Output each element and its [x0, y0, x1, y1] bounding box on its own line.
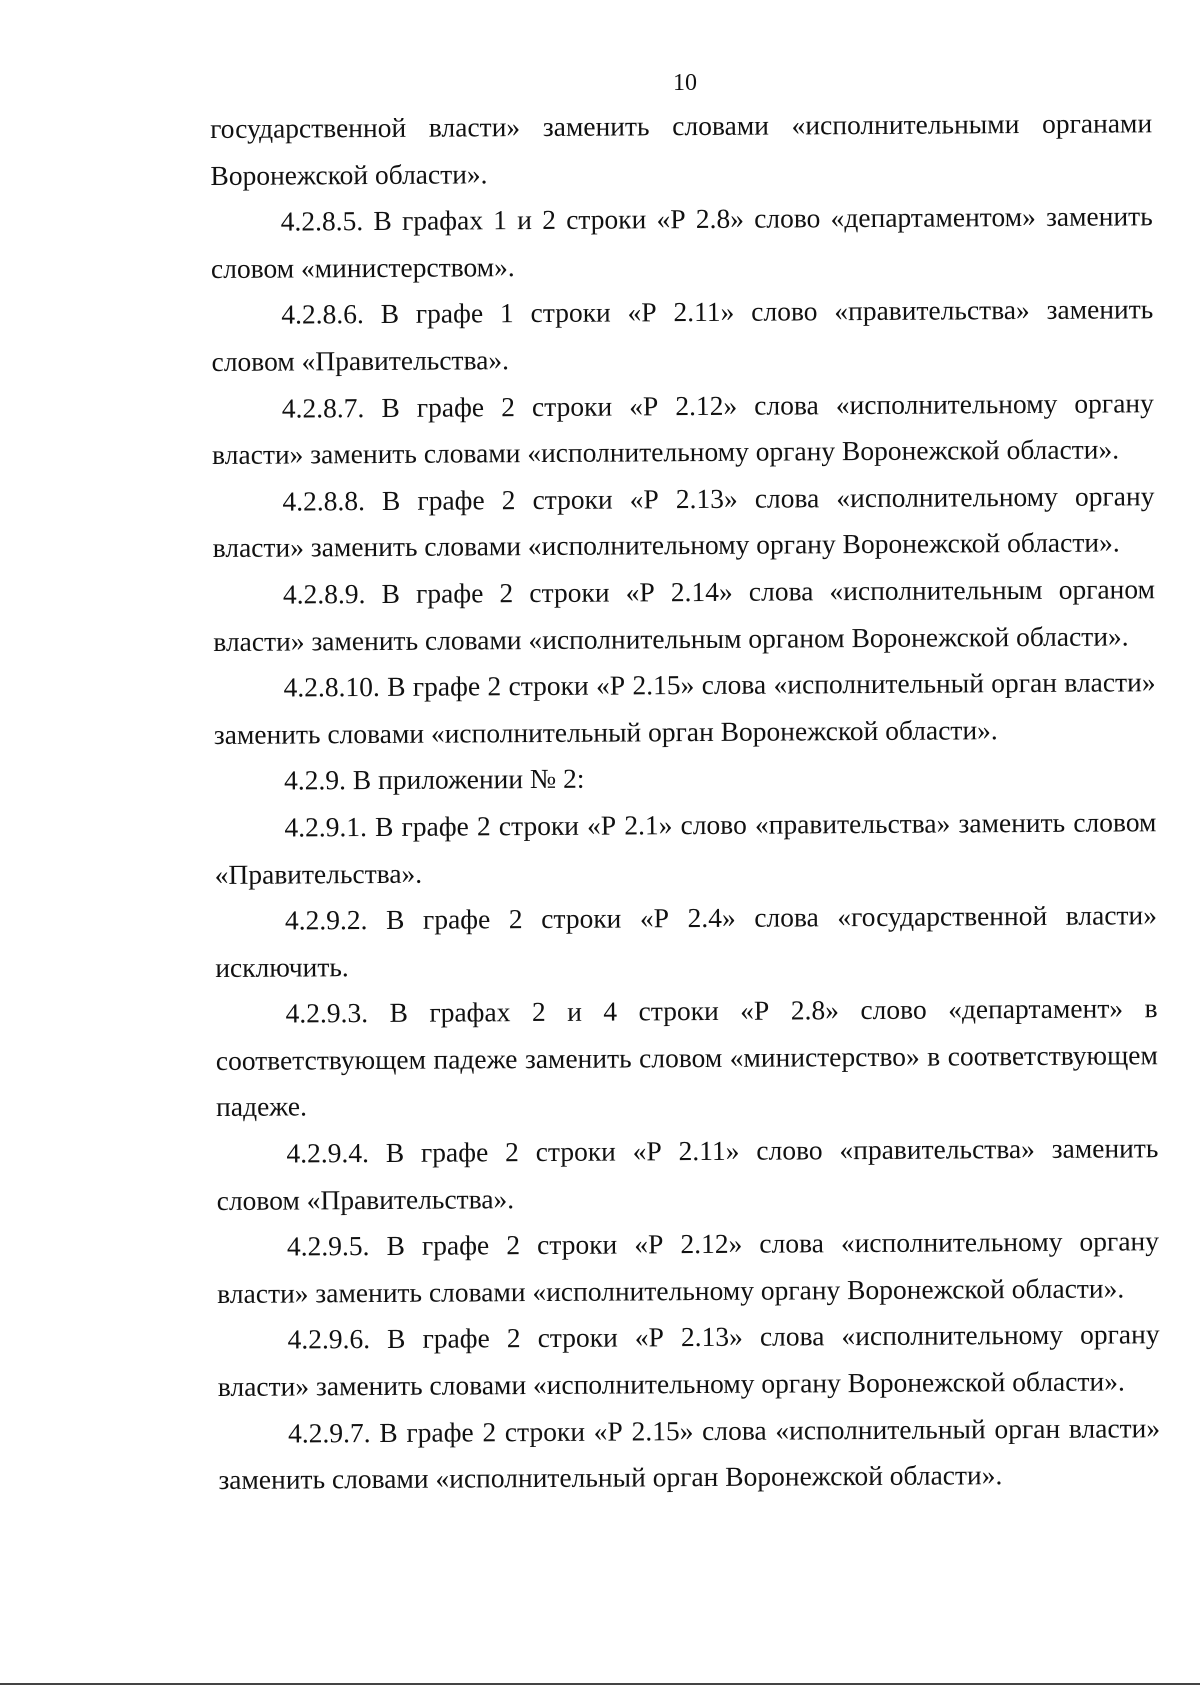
paragraph-4-2-9-1: 4.2.9.1. В графе 2 строки «Р 2.1» слово «правительства» заменить словом «Правительства». [214, 806, 1157, 890]
paragraph-4-2-9-7: 4.2.9.7. В графе 2 строки «Р 2.15» слова «исполнительный орган власти» заменить словами «исполнительный орган Воронежской области». [218, 1411, 1161, 1496]
paragraph-4-2-9-2: 4.2.9.2. В графе 2 строки «Р 2.4» слова «государственной власти» исключить. [215, 899, 1158, 983]
paragraph-4-2-8-9: 4.2.8.9. В графе 2 строки «Р 2.14» слова «исполнительным органом власти» заменить словами «исполнительным органом Воронежской области». [213, 573, 1156, 657]
paragraph-4-2-9-5: 4.2.9.5. В графе 2 строки «Р 2.12» слова «исполнительному органу власти» заменить словами «исполнительному органу Воронежской области». [217, 1225, 1160, 1309]
paragraph-4-2-8-8: 4.2.8.8. В графе 2 строки «Р 2.13» слова «исполнительному органу власти» заменить словами «исполнительному органу Воронежской области». [212, 479, 1155, 564]
paragraph-continuation: государственной власти» заменить словами «исполнительными органами Воронежской области». [210, 107, 1153, 191]
paragraph-4-2-9-4: 4.2.9.4. В графе 2 строки «Р 2.11» слово «правительства» заменить словом «Правительства». [216, 1132, 1159, 1216]
paragraph-4-2-8-6: 4.2.8.6. В графе 1 строки «Р 2.11» слово «правительства» заменить словом «Правительства». [211, 293, 1154, 377]
bottom-scan-edge-line [0, 1683, 1200, 1685]
paragraph-4-2-9: 4.2.9. В приложении № 2: [284, 763, 585, 796]
paragraph-4-2-9-6: 4.2.9.6. В графе 2 строки «Р 2.13» слова «исполнительному органу власти» заменить словами «исполнительному органу Воронежской области». [217, 1318, 1160, 1403]
paragraph-4-2-8-7: 4.2.8.7. В графе 2 строки «Р 2.12» слова «исполнительному органу власти» заменить словами «исполнительному органу Воронежской области». [212, 386, 1154, 471]
paragraph-4-2-8-10: 4.2.8.10. В графе 2 строки «Р 2.15» слова «исполнительный орган власти» заменить словами «исполнительный орган Воронежской области». [213, 666, 1156, 750]
paragraph-4-2-8-5: 4.2.8.5. В графах 1 и 2 строки «Р 2.8» слово «департаментом» заменить словом «министерством». [210, 200, 1153, 284]
paragraph-4-2-9-3: 4.2.9.3. В графах 2 и 4 строки «Р 2.8» слово «департамент» в соответствующем падеже заменить словом «министерство» в соответствующем падеже. [215, 992, 1158, 1123]
document-body [210, 100, 1161, 1504]
page-number: 10 [673, 70, 697, 96]
